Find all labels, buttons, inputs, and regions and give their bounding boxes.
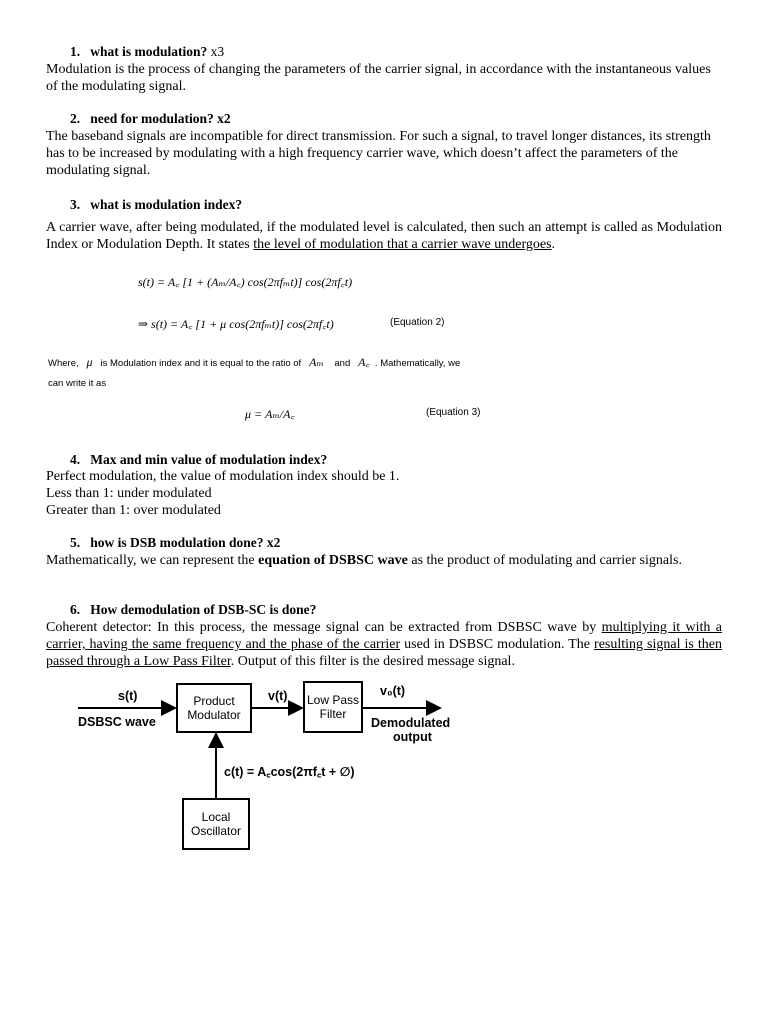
answer-text: . (551, 237, 556, 252)
answer-text: . Output of this filter is the desired message signal. (230, 654, 515, 669)
where-text: and (334, 358, 351, 369)
question-number: 1. (70, 44, 81, 59)
question-title: how is DSB modulation done? x2 (90, 535, 281, 550)
underlined-text: the level of modulation that a carrier wave undergoes (253, 237, 552, 252)
where-text: is Modulation index and it is equal to the ratio of (100, 358, 302, 369)
question-4-line-2: Less than 1: under modulated (46, 486, 212, 501)
answer-text: as the product of modulating and carrier signals. (407, 553, 682, 568)
question-tag: x3 (207, 44, 225, 59)
output-signal-label: v₀(t) (380, 684, 406, 698)
output-label-2: output (393, 730, 432, 744)
underlined-text: resulting signal is then passed through a Low Pass Filter (46, 637, 722, 669)
v-signal-label: v(t) (268, 689, 288, 703)
mu-symbol: μ (86, 355, 93, 369)
equation-2-label: (Equation 2) (390, 317, 445, 328)
question-title: what is modulation? (90, 44, 208, 59)
answer-text: A carrier wave, after being modulated, if the modulated level is calculated, then such an attempt is called as Modulation Index or Modulation Depth. It states (46, 220, 722, 252)
input-wave-label: DSBSC wave (78, 715, 156, 729)
question-title: need for modulation? x2 (90, 111, 231, 126)
answer-text: Mathematically, we can represent the (46, 553, 259, 568)
question-4-line-3: Greater than 1: over modulated (46, 503, 221, 518)
carrier-signal-label: c(t) = A꜀cos(2πf꜀t + ∅) (224, 765, 355, 779)
product-modulator-block: Product Modulator (176, 683, 252, 733)
output-label-1: Demodulated (371, 716, 451, 730)
where-text: . Mathematically, we (374, 358, 461, 369)
answer-text: used in DSBSC modulation. The (400, 637, 595, 652)
question-title: what is modulation index? (90, 197, 243, 212)
ac-symbol: A꜀ (358, 355, 370, 369)
question-number: 3. (70, 197, 81, 212)
question-2-answer: The baseband signals are incompatible for direct transmission. For such a signal, to travel longer distances, its strength has to be increased by modulating with a high frequency carrier wave, which doesn’t affect the parameters of the modulating signal. (46, 129, 711, 178)
question-4-line-1: Perfect modulation, the value of modulation index should be 1. (46, 469, 400, 484)
question-number: 2. (70, 111, 81, 126)
underlined-text: multiplying it with a carrier, having the same frequency and the phase of the carrier (46, 620, 722, 652)
local-oscillator-block: Local Oscillator (182, 798, 250, 850)
equation-3: μ = Aₘ/A꜀ (245, 407, 295, 421)
question-number: 5. (70, 535, 81, 550)
low-pass-filter-block: Low Pass Filter (303, 681, 363, 733)
where-text: Where, (48, 358, 79, 369)
equation-3-label: (Equation 3) (426, 407, 481, 418)
question-title: How demodulation of DSB-SC is done? (90, 602, 317, 617)
where-line-2: can write it as (48, 378, 107, 389)
question-1-answer: Modulation is the process of changing the parameters of the carrier signal, in accordance with the instantaneous values of the modulating signal. (46, 62, 711, 94)
question-number: 6. (70, 602, 81, 617)
equation-1: s(t) = A꜀ [1 + (Aₘ/A꜀) cos(2πfₘt)] cos(2πf꜀t) (138, 275, 353, 289)
equation-2: ⇒ s(t) = A꜀ [1 + μ cos(2πfₘt)] cos(2πf꜀t) (138, 317, 334, 331)
bold-text: equation of DSBSC wave (258, 553, 408, 568)
answer-text: Coherent detector: In this process, the message signal can be extracted from DSBSC wave by (46, 620, 602, 635)
input-signal-label: s(t) (118, 689, 138, 703)
am-symbol: Aₘ (309, 355, 324, 369)
question-number: 4. (70, 452, 81, 467)
question-title: Max and min value of modulation index? (90, 452, 328, 467)
